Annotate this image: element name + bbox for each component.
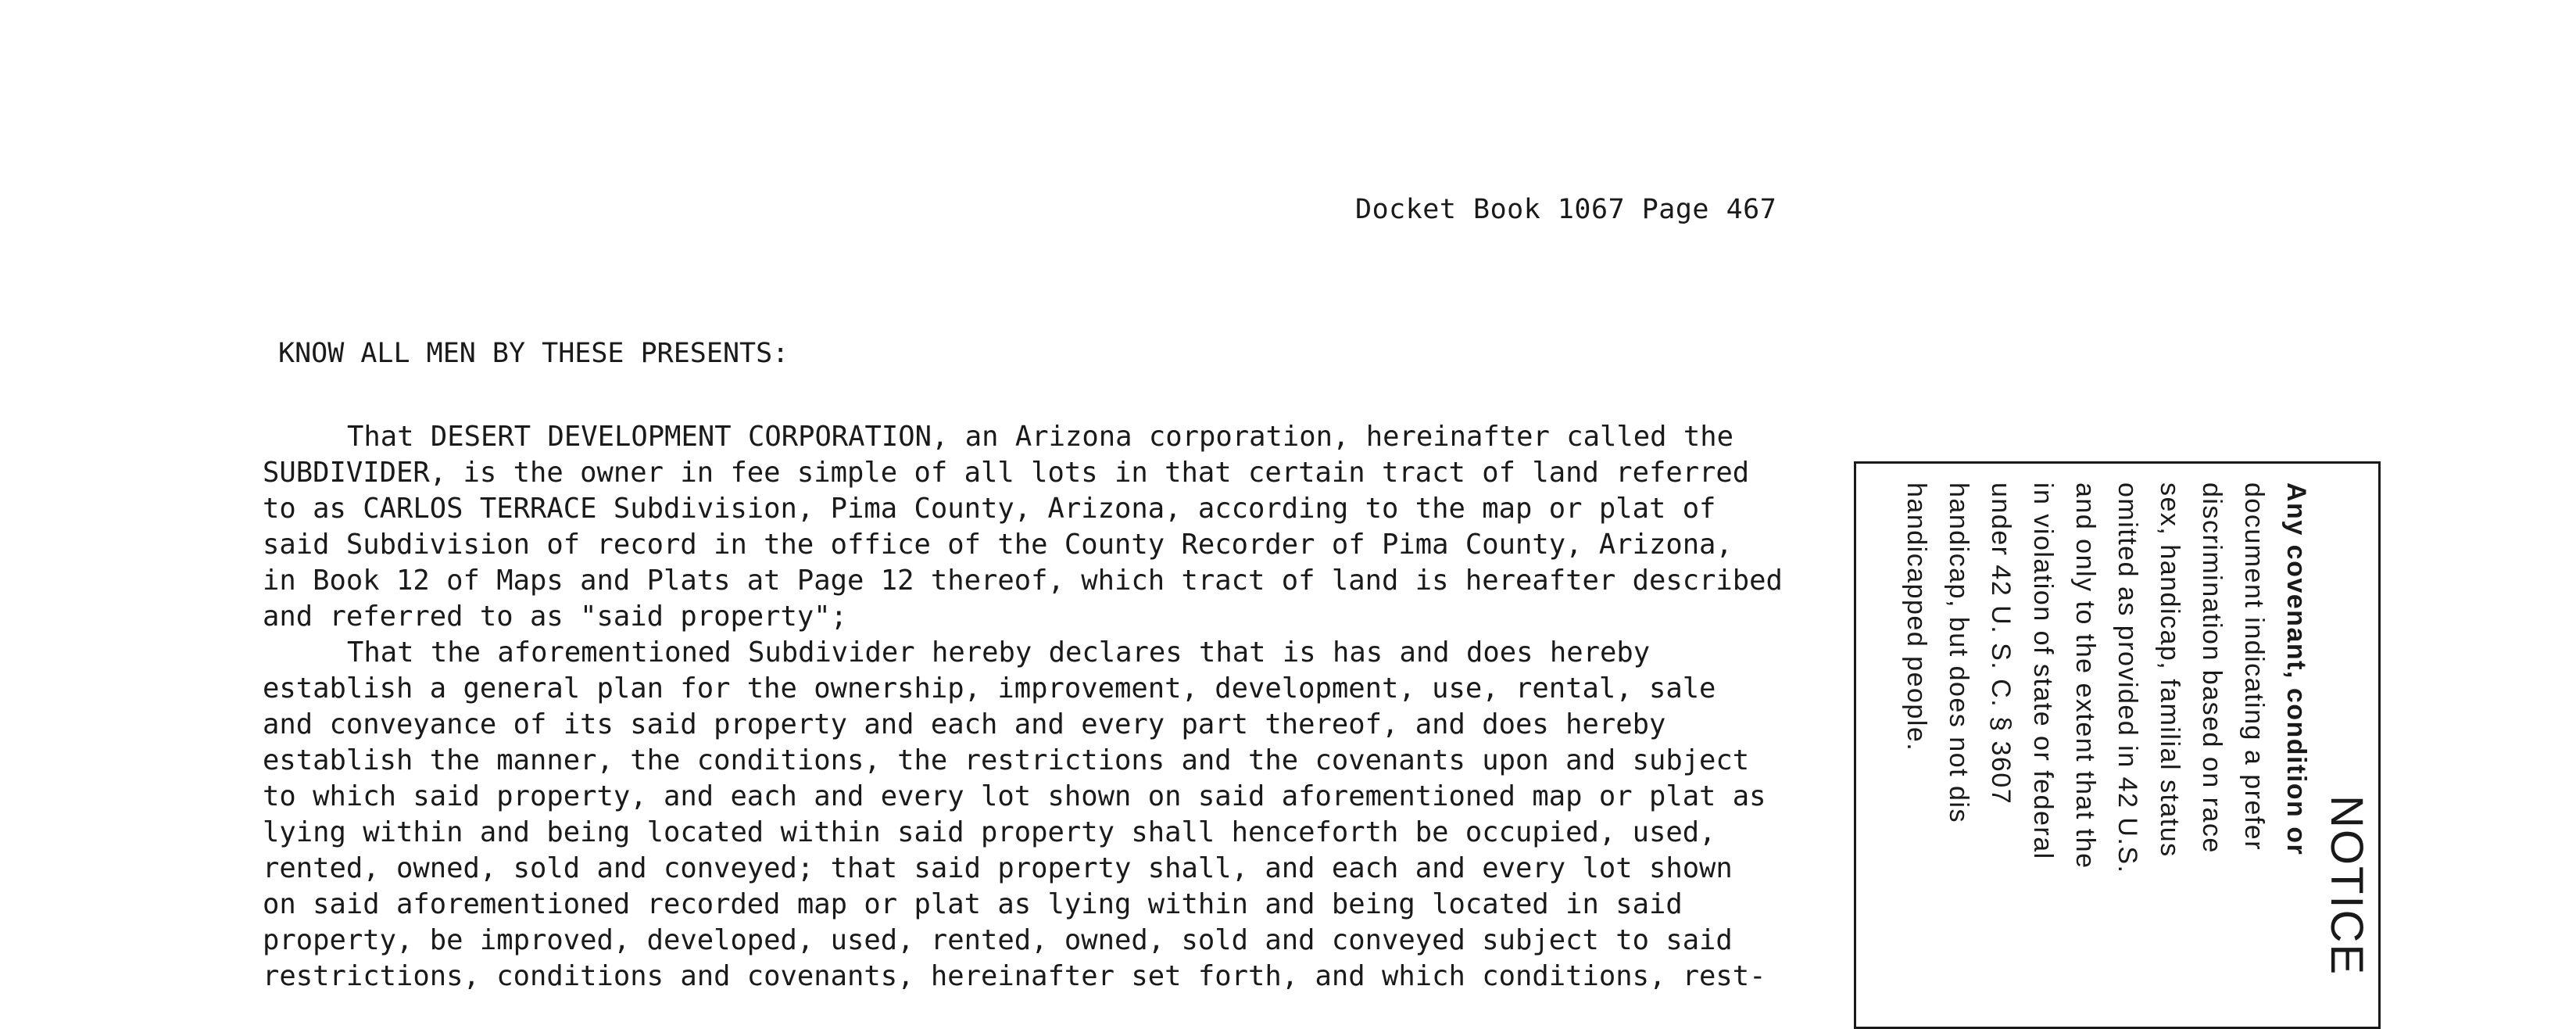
- body-line: on said aforementioned recorded map or plat as lying within and being located in said: [263, 888, 1683, 920]
- notice-stamp: [1854, 461, 2381, 1029]
- notice-line: document indicating a prefer: [2239, 482, 2269, 852]
- body-line: said Subdivision of record in the office of the County Recorder of Pima County, Arizona,: [263, 529, 1733, 561]
- notice-rotated-content: [1872, 482, 2372, 1029]
- notice-line: omitted as provided in 42 U.S.: [2113, 482, 2142, 874]
- body-line: establish the manner, the conditions, the restrictions and the covenants upon and subject: [263, 744, 1750, 776]
- notice-line: in violation of state or federal: [2028, 482, 2058, 860]
- body-line: to as CARLOS TERRACE Subdivision, Pima County, Arizona, according to the map or plat of: [263, 493, 1716, 525]
- body-line: restrictions, conditions and covenants, hereinafter set forth, and which conditions, rest-: [263, 960, 1766, 992]
- notice-line: handicapped people.: [1902, 482, 1931, 752]
- body-line: That DESERT DEVELOPMENT CORPORATION, an Arizona corporation, hereinafter called the: [347, 421, 1733, 453]
- document-heading: KNOW ALL MEN BY THESE PRESENTS:: [278, 338, 789, 369]
- body-line: and referred to as "said property";: [263, 601, 848, 633]
- body-line: lying within and being located within said property shall henceforth be occupied, used,: [263, 816, 1716, 848]
- body-line: in Book 12 of Maps and Plats at Page 12 thereof, which tract of land is hereafter described: [263, 565, 1783, 597]
- body-line: property, be improved, developed, used, rented, owned, sold and conveyed subject to said: [263, 924, 1733, 956]
- body-line: establish a general plan for the ownership, improvement, development, use, rental, sale: [263, 672, 1716, 705]
- body-line: SUBDIVIDER, is the owner in fee simple of all lots in that certain tract of land referred: [263, 457, 1750, 489]
- notice-line: and only to the extent that the: [2070, 482, 2100, 869]
- document-body: [263, 419, 1826, 995]
- notice-line: sex, handicap, familial status: [2155, 482, 2184, 858]
- docket-reference: Docket Book 1067 Page 467: [1355, 194, 1777, 225]
- body-line: and conveyance of its said property and each and every part thereof, and does hereby: [263, 708, 1666, 740]
- notice-line: Any covenant, condition or: [2281, 482, 2311, 856]
- notice-line: discrimination based on race: [2197, 482, 2227, 854]
- notice-line: handicap, but does not dis: [1944, 482, 1973, 823]
- body-line: to which said property, and each and every lot shown on said aforementioned map or plat as: [263, 780, 1766, 812]
- notice-title: NOTICE: [2321, 795, 2372, 977]
- body-line: rented, owned, sold and conveyed; that said property shall, and each and every lot shown: [263, 852, 1733, 884]
- body-line: That the aforementioned Subdivider hereby declares that is has and does hereby: [347, 636, 1651, 669]
- notice-line: under 42 U. S. C. § 3607: [1986, 482, 2016, 805]
